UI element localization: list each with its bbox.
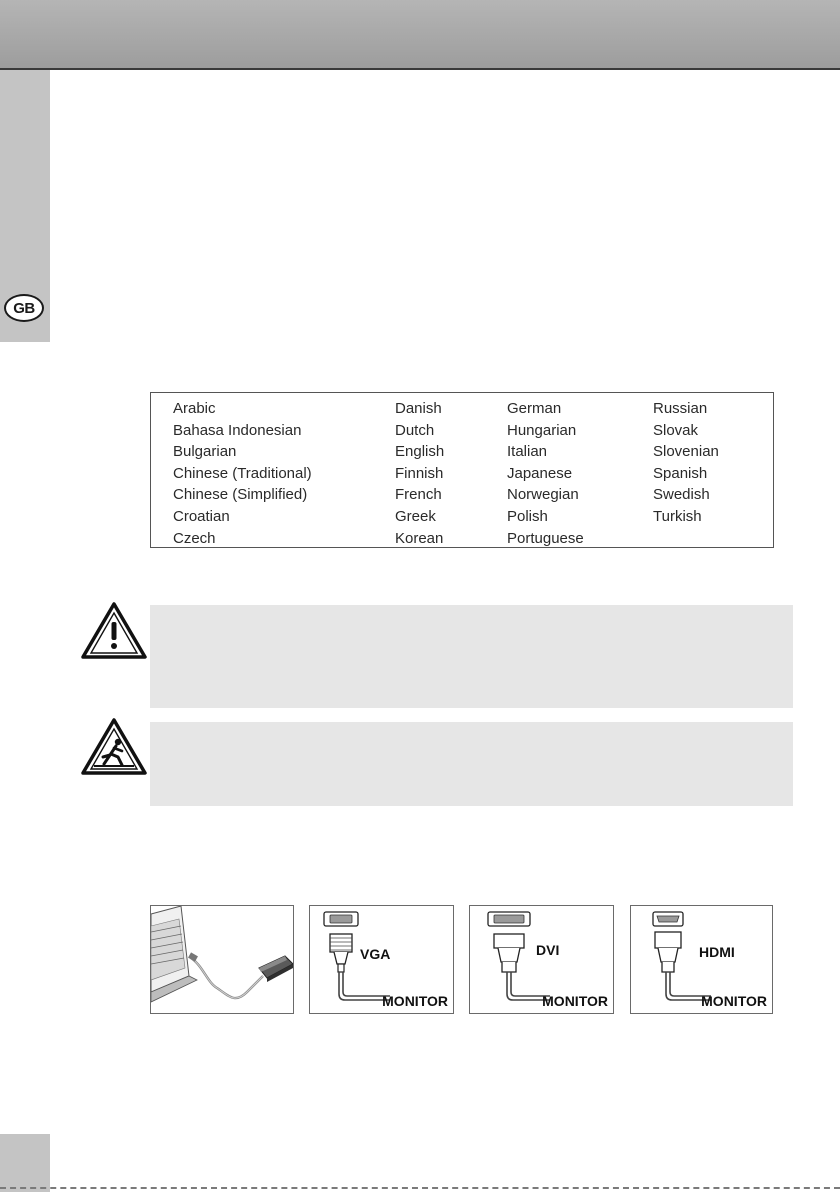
dvi-label: DVI [536,942,560,958]
monitor-label: MONITOR [382,993,448,1009]
language-item: Arabic [173,400,216,417]
language-item: Polish [507,507,548,525]
language-column-1 [173,398,312,549]
language-item: French [395,486,442,504]
language-column-2 [395,398,444,549]
language-item: Croatian [173,507,230,525]
monitor-label: MONITOR [542,993,608,1009]
dvi-connection-panel [469,905,614,1014]
language-item: Chinese (Simplified) [173,486,308,504]
language-item: Italian [507,443,548,461]
language-item: Danish [395,400,442,417]
warning-box [150,722,793,806]
hdmi-connection-panel [630,905,773,1014]
language-item: Bulgarian [173,443,237,461]
warning-triangle-icon [80,600,148,660]
warning-box [150,605,793,708]
language-item: Spanish [653,464,708,482]
header-bar [0,0,840,70]
language-item: German [507,400,562,417]
language-item: Dutch [395,421,435,439]
language-item: Japanese [507,464,573,482]
language-column-4 [653,398,719,528]
language-item: Norwegian [507,486,579,504]
laptop-usb-illustration [151,906,294,1014]
language-table [150,392,774,548]
language-item: Greek [395,507,436,525]
language-item: Portuguese [507,529,584,547]
vga-connection-panel [309,905,454,1014]
language-item: Chinese (Traditional) [173,464,312,482]
language-item: Bahasa Indonesian [173,421,302,439]
monitor-label: MONITOR [701,993,767,1009]
language-item: Czech [173,529,216,547]
bottom-perforation-line [0,1187,840,1189]
laptop-connection-panel [150,905,294,1014]
language-item: Slovak [653,421,699,439]
slippery-surface-icon [80,716,148,776]
language-item: Turkish [653,507,702,525]
language-item: Swedish [653,486,710,504]
language-item: Finnish [395,464,444,482]
vga-label: VGA [360,946,391,962]
language-item: Russian [653,400,708,417]
language-item: English [395,443,445,461]
language-item: Korean [395,529,444,547]
language-item: Slovenian [653,443,719,461]
gb-language-badge: GB [4,294,44,322]
language-item: Hungarian [507,421,577,439]
page-number-tab [0,1134,50,1192]
language-column-3 [507,398,584,549]
hdmi-label: HDMI [699,944,735,960]
